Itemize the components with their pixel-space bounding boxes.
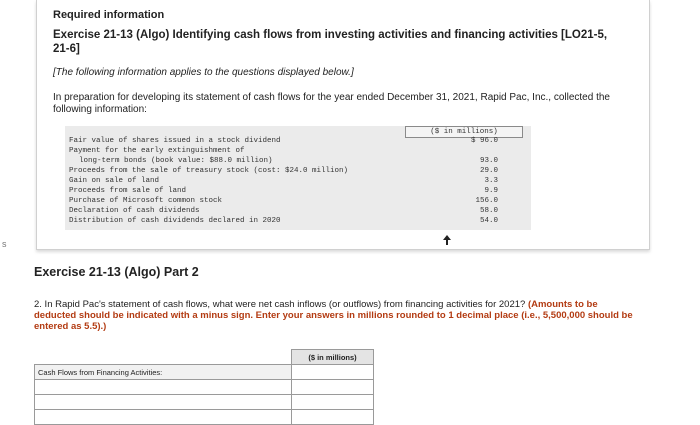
side-mark: s	[2, 239, 7, 249]
required-information-heading: Required information	[53, 9, 165, 21]
data-value: 156.0	[475, 197, 498, 205]
answer-value-cell[interactable]	[292, 380, 374, 395]
data-labels	[69, 136, 348, 226]
intro-text: In preparation for developing its statement of cash flows for the year ended December 31, 2021, Rapid Pac, Inc., collected the following information:	[53, 92, 610, 115]
header-spacer	[35, 350, 292, 365]
question-instruction: (Amounts to be deducted should be indicated with a minus sign. Enter your answers in millions rounded to 1 decimal place (i.e., 5,500,000 should be entered as 5.5).)	[34, 299, 633, 332]
data-label: Proceeds from sale of land	[69, 187, 187, 195]
answer-label-cell[interactable]	[35, 380, 292, 395]
data-value: 54.0	[479, 217, 498, 225]
data-value: 9.9	[484, 187, 498, 195]
part-title: Exercise 21-13 (Algo) Part 2	[34, 265, 199, 279]
financing-activities-label: Cash Flows from Financing Activities:	[35, 365, 292, 380]
data-value: 29.0	[479, 167, 498, 175]
answer-value-cell[interactable]	[292, 395, 374, 410]
data-label: Gain on sale of land	[69, 177, 160, 185]
info-note: [The following information applies to the questions displayed below.]	[53, 67, 354, 78]
data-value	[405, 146, 498, 156]
answer-row	[35, 395, 374, 410]
data-label: Declaration of cash dividends	[69, 207, 200, 215]
answer-row	[35, 410, 374, 425]
data-value: 58.0	[479, 207, 498, 215]
data-label: Fair value of shares issued in a stock dividend	[69, 137, 281, 145]
answer-header-row	[35, 350, 374, 365]
answer-table	[34, 349, 374, 425]
answer-label-cell[interactable]	[35, 395, 292, 410]
data-label: Purchase of Microsoft common stock	[69, 197, 223, 205]
exercise-title: Exercise 21-13 (Algo) Identifying cash flows from investing activities and financing activities [LO21-5, 21-6]	[53, 29, 608, 55]
activity-description-input[interactable]	[38, 380, 288, 394]
answer-input[interactable]	[295, 365, 370, 379]
data-label: Distribution of cash dividends declared in 2020	[69, 217, 281, 225]
mouse-cursor-icon	[443, 235, 451, 245]
activity-description-input[interactable]	[38, 395, 288, 409]
data-label: long-term bonds (book value: $88.0 million)	[79, 157, 273, 165]
answer-unit-header: ($ in millions)	[292, 350, 374, 365]
data-label: Payment for the early extinguishment of	[69, 147, 245, 155]
answer-row	[35, 380, 374, 395]
data-value: 93.0	[479, 157, 498, 165]
question-prompt: 2. In Rapid Pac's statement of cash flows, what were net cash inflows (or outflows) from financing activities for 2021?	[34, 299, 526, 310]
data-unit-header: ($ in millions)	[405, 126, 523, 138]
answer-value-cell[interactable]	[292, 410, 374, 425]
data-values	[405, 136, 498, 226]
data-label: Proceeds from the sale of treasury stock (cost: $24.0 million)	[69, 167, 349, 175]
answer-input[interactable]	[295, 380, 370, 394]
question-text	[34, 299, 638, 332]
given-data-table	[65, 126, 531, 230]
required-information-panel	[36, 0, 650, 250]
data-value: 3.3	[484, 177, 498, 185]
answer-label-row	[35, 365, 374, 380]
answer-input[interactable]	[295, 410, 370, 424]
answer-value-cell[interactable]	[292, 365, 374, 380]
activity-description-input[interactable]	[38, 410, 288, 424]
answer-input[interactable]	[295, 395, 370, 409]
data-value: $ 96.0	[470, 137, 498, 145]
answer-label-cell[interactable]	[35, 410, 292, 425]
